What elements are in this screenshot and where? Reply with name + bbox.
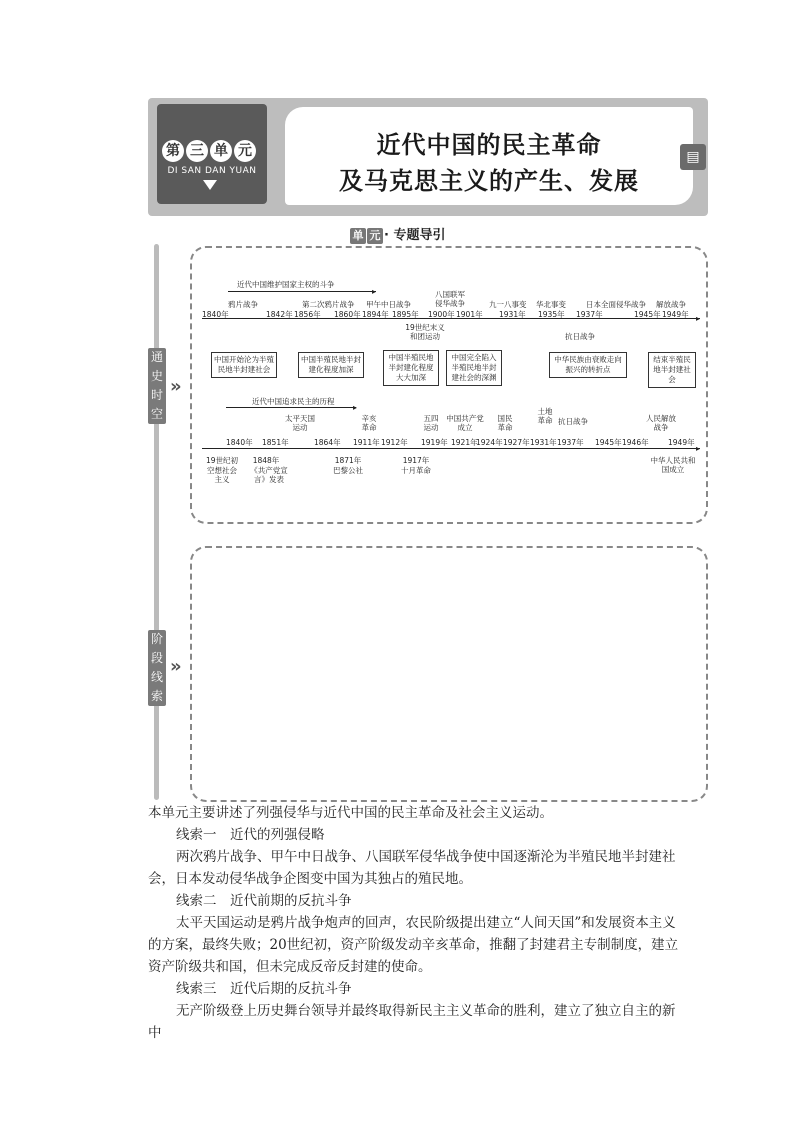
clue1-text: 两次鸦片战争、甲午中日战争、八国联军侵华战争使中国逐渐沦为半殖民地半封建社会，日本发动侵华战争企图变中国为其独占的殖民地。 (148, 849, 676, 887)
below-year: 1871年 (334, 456, 362, 465)
outcome-box: 中华民族由衰败走向振兴的转折点 (549, 352, 627, 378)
event-label: 鸦片战争 (228, 300, 258, 309)
arrow-head-icon: ▸ (353, 403, 358, 412)
year-label: 1911年 (353, 438, 380, 447)
double-chevron-icon: » (170, 376, 182, 397)
side-label-tongshi: 通 史 时 空 (148, 348, 166, 424)
event-label: 土地革命 (537, 407, 553, 425)
page-title-line2: 及马克思主义的产生、发展 (339, 167, 639, 195)
arrow-head-icon: ▸ (372, 287, 377, 296)
double-chevron-icon: » (170, 656, 182, 677)
arrow-head-icon: ▸ (696, 314, 701, 323)
unit-char-1: 第 (162, 140, 184, 162)
subtitle-square-2: 元 (367, 228, 383, 244)
unit-char-4: 元 (234, 140, 256, 162)
year-label: 1895年 (392, 310, 419, 319)
below-text: 中华人民共和国成立 (650, 456, 696, 474)
event-label: 日本全面侵华战争 (586, 300, 646, 309)
clue1-title: 线索一 近代的列强侵略 (176, 827, 325, 843)
title-box (285, 107, 693, 205)
event-label: 人民解放战争 (646, 414, 676, 432)
outcome-box: 中国完全陷入半殖民地半封建社会的深渊 (446, 350, 502, 386)
year-label: 1894年 (362, 310, 389, 319)
subtitle-text: · 专题导引 (384, 228, 446, 243)
year-label: 1901年 (456, 310, 483, 319)
year-label: 1937年 (576, 310, 603, 319)
event-label: 太平天国运动 (285, 414, 315, 432)
year-label: 1912年 (381, 438, 408, 447)
event-label: 抗日战争 (558, 417, 588, 426)
year-label: 1949年 (668, 438, 695, 447)
year-label: 1931年 (499, 310, 526, 319)
year-label: 1945年 (634, 310, 661, 319)
below-text: 《共产党宣言》发表 (250, 466, 288, 484)
year-label: 1864年 (314, 438, 341, 447)
side-bar (154, 244, 159, 800)
outcome-box: 中国开始沦为半殖民地半封建社会 (211, 352, 277, 378)
event-label: 国民革命 (497, 414, 513, 432)
event-label: 甲午中日战争 (366, 300, 411, 309)
year-label: 1900年 (428, 310, 455, 319)
event-label: 华北事变 (536, 300, 566, 309)
clue3-text: 无产阶级登上历史舞台领导并最终取得新民主主义革命的胜利，建立了独立自主的新中 (148, 1003, 676, 1041)
unit-char-3: 单 (210, 140, 232, 162)
event-label: 五四运动 (423, 414, 439, 432)
year-label: 1931年 (530, 438, 557, 447)
event-label: 九一八事变 (489, 300, 527, 309)
event-label: 辛亥革命 (361, 414, 377, 432)
note-boxer: 19世纪末义和团运动 (405, 323, 445, 341)
outcome-box: 中国半殖民地半封建化程度大大加深 (383, 350, 439, 386)
year-label: 1840年 (202, 310, 229, 319)
outcome-box: 结束半殖民地半封建社会 (648, 352, 696, 388)
book-icon: ▤ (680, 144, 706, 170)
year-label: 1921年 (451, 438, 478, 447)
timeline2-axis (202, 448, 700, 449)
event-label: 解放战争 (656, 300, 686, 309)
timeline1-heading: 近代中国维护国家主权的斗争 (237, 280, 335, 289)
year-label: 1924年 (476, 438, 503, 447)
year-label: 1946年 (622, 438, 649, 447)
clue3-title: 线索三 近代后期的反抗斗争 (176, 981, 352, 997)
year-label: 1851年 (262, 438, 289, 447)
intro-paragraph: 本单元主要讲述了列强侵华与近代中国的民主革命及社会主义运动。 (148, 805, 553, 821)
year-label: 1860年 (334, 310, 361, 319)
outcome-box: 中国半殖民地半封建化程度加深 (298, 352, 364, 378)
year-label: 1842年 (266, 310, 293, 319)
below-year: 1848年 (252, 456, 280, 465)
clue2-text: 太平天国运动是鸦片战争炮声的回声，农民阶级提出建立“人间天国”和发展资本主义的方案，最终失败；20世纪初，资产阶级发动辛亥革命，推翻了封建君主专制制度，建立资产阶级共和国，但未完成反帝反封建的使命。 (148, 915, 679, 975)
year-label: 1935年 (538, 310, 565, 319)
event-label: 中国共产党成立 (446, 414, 484, 432)
below-text: 十月革命 (401, 466, 431, 475)
year-label: 1949年 (662, 310, 689, 319)
side-label-jieduan: 阶 段 线 索 (148, 630, 166, 706)
year-label: 1937年 (557, 438, 584, 447)
clue-panel (190, 546, 708, 802)
arrow-head-icon: ▸ (696, 444, 701, 453)
subtitle-square-1: 单 (350, 228, 366, 244)
year-label: 1945年 (595, 438, 622, 447)
arrow-line (226, 407, 356, 408)
below-year: 19世纪初 (205, 456, 239, 465)
event-label: 第二次鸦片战争 (302, 300, 355, 309)
year-label: 1927年 (503, 438, 530, 447)
below-text: 空想社会主义 (207, 466, 237, 484)
year-label: 1840年 (226, 438, 253, 447)
below-text: 巴黎公社 (333, 466, 363, 475)
timeline2-heading: 近代中国追求民主的历程 (252, 397, 335, 406)
unit-char-2: 三 (186, 140, 208, 162)
event-label: 八国联军侵华战争 (435, 290, 465, 308)
year-label: 1919年 (421, 438, 448, 447)
arrow-line (228, 291, 376, 292)
below-year: 1917年 (402, 456, 430, 465)
note-anti-japan: 抗日战争 (565, 332, 595, 341)
section-subtitle (350, 224, 445, 244)
page-title-line1: 近代中国的民主革命 (376, 131, 602, 159)
triangle-down-icon (203, 180, 217, 190)
unit-pinyin: DI SAN DAN YUAN (167, 166, 257, 176)
clue2-title: 线索二 近代前期的反抗斗争 (176, 893, 352, 909)
year-label: 1856年 (294, 310, 321, 319)
